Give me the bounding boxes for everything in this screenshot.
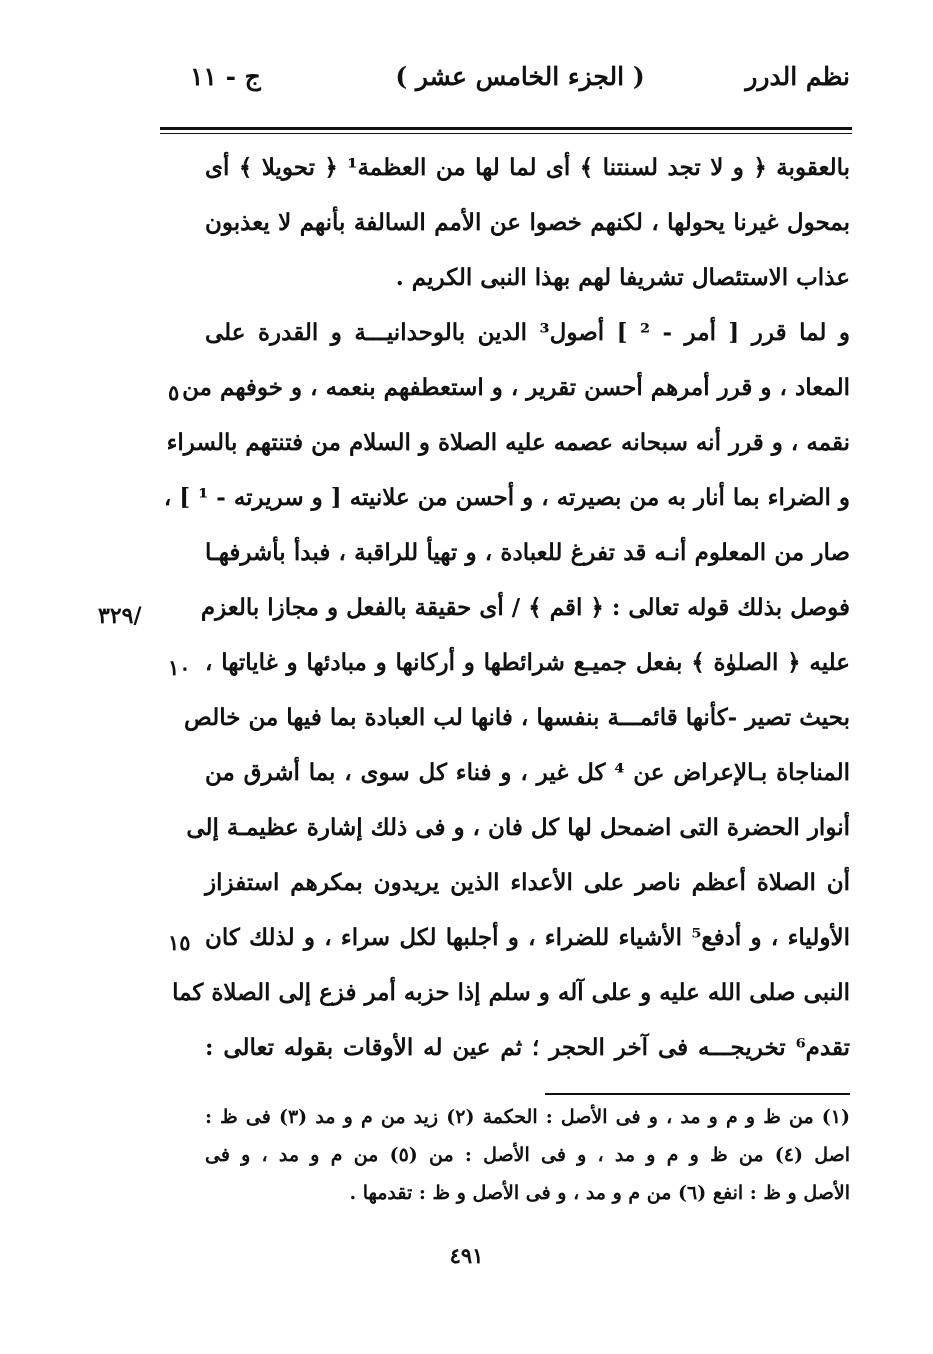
text-line: عذاب الاستئصال تشريفا لهم بهذا النبى الكريم . <box>395 264 850 291</box>
footnote-rule <box>545 1093 850 1095</box>
text-line: بحيث تصير -كأنها قائمـــة بنفسها ، فانها لب العبادة بما فيها من خالص <box>184 704 850 731</box>
volume-label: ج - ١١ <box>190 62 261 91</box>
text-line: أن الصلاة أعظم ناصر على الأعداء الذين يريدون بمكرهم استفزاز <box>205 869 850 896</box>
footnote-line: اصل (٤) من ظ و م و مد ، و فى الأصل : من (٥) من م و مد ، و فى <box>205 1144 851 1166</box>
text-line: و لما قرر [ أمر - ² ] أصول³ الدين بالوحدانيـــة و القدرة على <box>205 319 850 346</box>
text-line: بالعقوبة ﴿ و لا تجد لسنتنا ﴾ أى لما لها من العظمة¹ ﴿ تحويلا ﴾ أى <box>205 154 850 181</box>
text-line: المعاد ، و قرر أمرهم أحسن تقرير ، و استعطفهم بنعمه ، و خوفهم من <box>182 374 850 401</box>
text-line: نقمه ، و قرر أنه سبحانه عصمه عليه الصلاة و السلام من فتنتهم بالسراء <box>166 429 850 456</box>
line-number-10: ١٠ <box>168 655 191 680</box>
text-line: تقدم⁶ تخريجـــه فى آخر الحجر ؛ ثم عين له الأوقات بقوله تعالى : <box>205 1034 850 1061</box>
text-line: فوصل بذلك قوله تعالى : ﴿ اقم ﴾ / أى حقيقة بالفعل و مجازا بالعزم <box>200 594 850 621</box>
running-header <box>190 62 850 110</box>
text-line: المناجاة بـالإعراض عن ⁴ كل غير ، و فناء كل سوى ، بما أشرق من <box>205 759 850 786</box>
book-title: نظم الدرر <box>745 62 850 91</box>
line-number-15: ١٥ <box>168 930 191 955</box>
header-rule-thin <box>160 133 852 134</box>
text-line: بمحول غيرنا يحولها ، لكنهم خصوا عن الأمم السالفة بأنهم لا يعذبون <box>205 209 850 236</box>
manuscript-folio-marker: /٣٢٩ <box>98 603 142 629</box>
footnotes <box>205 1098 850 1212</box>
text-line: أنوار الحضرة التى اضمحل لها كل فان ، و فى ذلك إشارة عظيمـة إلى <box>186 814 850 841</box>
footnote-line: الأصل و ظ : انفع (٦) من م و مد ، و فى الأصل و ظ : تقدمها . <box>349 1182 850 1204</box>
part-label: ( الجزء الخامس عشر ) <box>395 62 645 91</box>
text-line: عليه ﴿ الصلوٰة ﴾ بفعل جميـع شرائطها و أركانها و مبادئها و غاياتها ، <box>205 649 850 676</box>
text-line: و الضراء بما أنار به من بصيرته ، و أحسن من علانيته [ و سريرته - ¹ ] ، <box>163 484 850 511</box>
text-line: النبى صلى الله عليه و على آله و سلم إذا حزبه أمر فزع إلى الصلاة كما <box>172 979 850 1006</box>
line-number-5: ٥ <box>168 380 180 405</box>
footnote-line: (١) من ظ و م و مد ، و فى الأصل : الحكمة (٢) زيد من م و مد (٣) فى ظ : <box>205 1106 850 1128</box>
header-rule-thick <box>160 127 852 130</box>
text-line: صار من المعلوم أنـه قد تفرغ للعبادة ، و تهيأ للراقبة ، فبدأ بأشرفهـا <box>205 539 850 566</box>
page-number: ٤٩١ <box>449 1243 484 1268</box>
text-line: الأولياء ، و أدفع⁵ الأشياء للضراء ، و أجلبها لكل سراء ، و لذلك كان <box>205 924 850 951</box>
